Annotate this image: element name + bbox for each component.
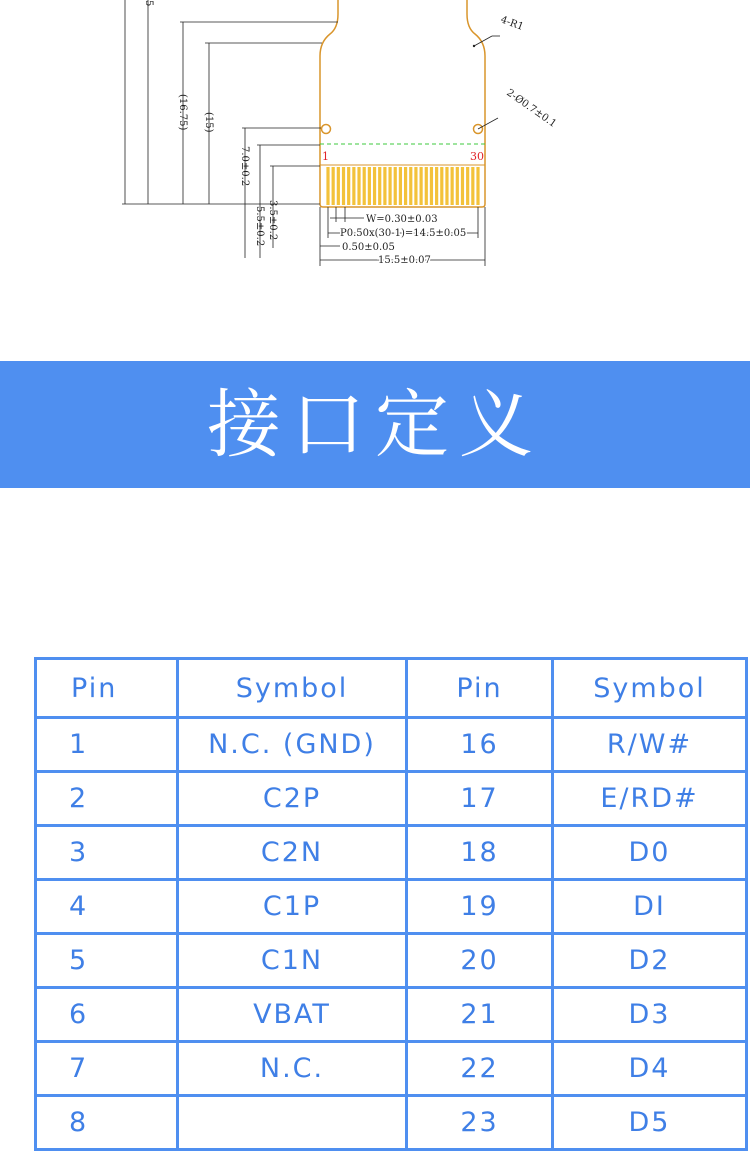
gold-finger-contacts (326, 167, 479, 205)
hole-label: 2-Ø0.7±0.1 (504, 87, 559, 130)
dim-gap-label: 0.50±0.05 (342, 242, 395, 253)
table-row (36, 772, 747, 826)
contact-finger (404, 167, 407, 205)
section-banner (0, 361, 750, 488)
pin-symbol: N.C. (178, 1042, 407, 1096)
contact-finger (425, 167, 428, 205)
pin-number: 7 (36, 1042, 178, 1096)
pin-symbol: D5 (553, 1096, 747, 1150)
table-row (36, 718, 747, 772)
pin-symbol: C1N (178, 934, 407, 988)
header-symbol-right: Symbol (553, 659, 747, 718)
table-row (36, 988, 747, 1042)
pin-symbol: R/W# (553, 718, 747, 772)
table-row (36, 1042, 747, 1096)
contact-finger (388, 167, 391, 205)
table-row (36, 826, 747, 880)
mount-hole-left (322, 125, 331, 134)
pin-symbol: C2N (178, 826, 407, 880)
pin-symbol: D4 (553, 1042, 747, 1096)
contact-finger (394, 167, 397, 205)
pin-number: 21 (407, 988, 553, 1042)
pin-definition-table (34, 657, 748, 1151)
fpc-drawing-svg (0, 0, 750, 300)
contact-finger (420, 167, 423, 205)
pin-symbol: N.C. (GND) (178, 718, 407, 772)
pin-number: 4 (36, 880, 178, 934)
contact-finger (409, 167, 412, 205)
pin-number: 18 (407, 826, 553, 880)
table-row (36, 934, 747, 988)
contact-finger (342, 167, 345, 205)
pin-number: 20 (407, 934, 553, 988)
pin-symbol: C2P (178, 772, 407, 826)
contact-finger (456, 167, 459, 205)
contact-finger (471, 167, 474, 205)
contact-finger (440, 167, 443, 205)
banner-title: 接口定义 (207, 381, 543, 468)
pin-number: 2 (36, 772, 178, 826)
pin-number: 17 (407, 772, 553, 826)
fpc-dimension-drawing (0, 0, 750, 300)
contact-finger (326, 167, 329, 205)
dim-16-75-label: (16.75) (177, 94, 188, 131)
contact-finger (332, 167, 335, 205)
dim-7-label: 7.0±0.2 (239, 146, 250, 187)
contact-finger (373, 167, 376, 205)
header-pin-right: Pin (407, 659, 553, 718)
contact-finger (383, 167, 386, 205)
pin-number: 8 (36, 1096, 178, 1150)
pin-number: 16 (407, 718, 553, 772)
pin-symbol: D3 (553, 988, 747, 1042)
contact-finger (466, 167, 469, 205)
contact-finger (476, 167, 479, 205)
pin-number: 5 (36, 934, 178, 988)
contact-finger (399, 167, 402, 205)
contact-finger (378, 167, 381, 205)
dim-3-5-label: 3.5±0.2 (267, 200, 278, 241)
contact-finger (461, 167, 464, 205)
pin-symbol: DI (553, 880, 747, 934)
pin-last-label: 30 (470, 150, 484, 163)
pin-number: 1 (36, 718, 178, 772)
contact-finger (363, 167, 366, 205)
hole-leader (478, 118, 498, 129)
table-row (36, 880, 747, 934)
header-symbol-left: Symbol (178, 659, 407, 718)
pin-number: 22 (407, 1042, 553, 1096)
table-header-row (36, 659, 747, 718)
pin-symbol: VBAT (178, 988, 407, 1042)
pin-symbol: E/RD# (553, 772, 747, 826)
contact-finger (430, 167, 433, 205)
contact-finger (435, 167, 438, 205)
table-row (36, 1096, 747, 1150)
pin-number: 23 (407, 1096, 553, 1150)
dim-15-label: (15) (203, 112, 214, 133)
dim-5-label: 5 (143, 0, 154, 7)
pin-number: 19 (407, 880, 553, 934)
pin-symbol: D0 (553, 826, 747, 880)
contact-finger (352, 167, 355, 205)
dim-total-label: 15.5±0.07 (378, 255, 431, 266)
contact-finger (451, 167, 454, 205)
pin-symbol (178, 1096, 407, 1150)
dim-pitch-label: P0.50x(30-1)=14.5±0.05 (340, 228, 467, 239)
contact-finger (445, 167, 448, 205)
contact-finger (414, 167, 417, 205)
dim-5-5-label: 5.5±0.2 (254, 206, 265, 247)
pin-number: 3 (36, 826, 178, 880)
pin-first-label: 1 (322, 150, 329, 163)
contact-finger (357, 167, 360, 205)
contact-finger (368, 167, 371, 205)
contact-finger (347, 167, 350, 205)
pin-symbol: C1P (178, 880, 407, 934)
header-pin-left: Pin (36, 659, 178, 718)
radius-dot (473, 45, 475, 47)
contact-finger (337, 167, 340, 205)
pin-symbol: D2 (553, 934, 747, 988)
dim-width-label: W=0.30±0.03 (366, 214, 438, 225)
radius-label: 4-R1 (498, 14, 525, 33)
pin-number: 6 (36, 988, 178, 1042)
